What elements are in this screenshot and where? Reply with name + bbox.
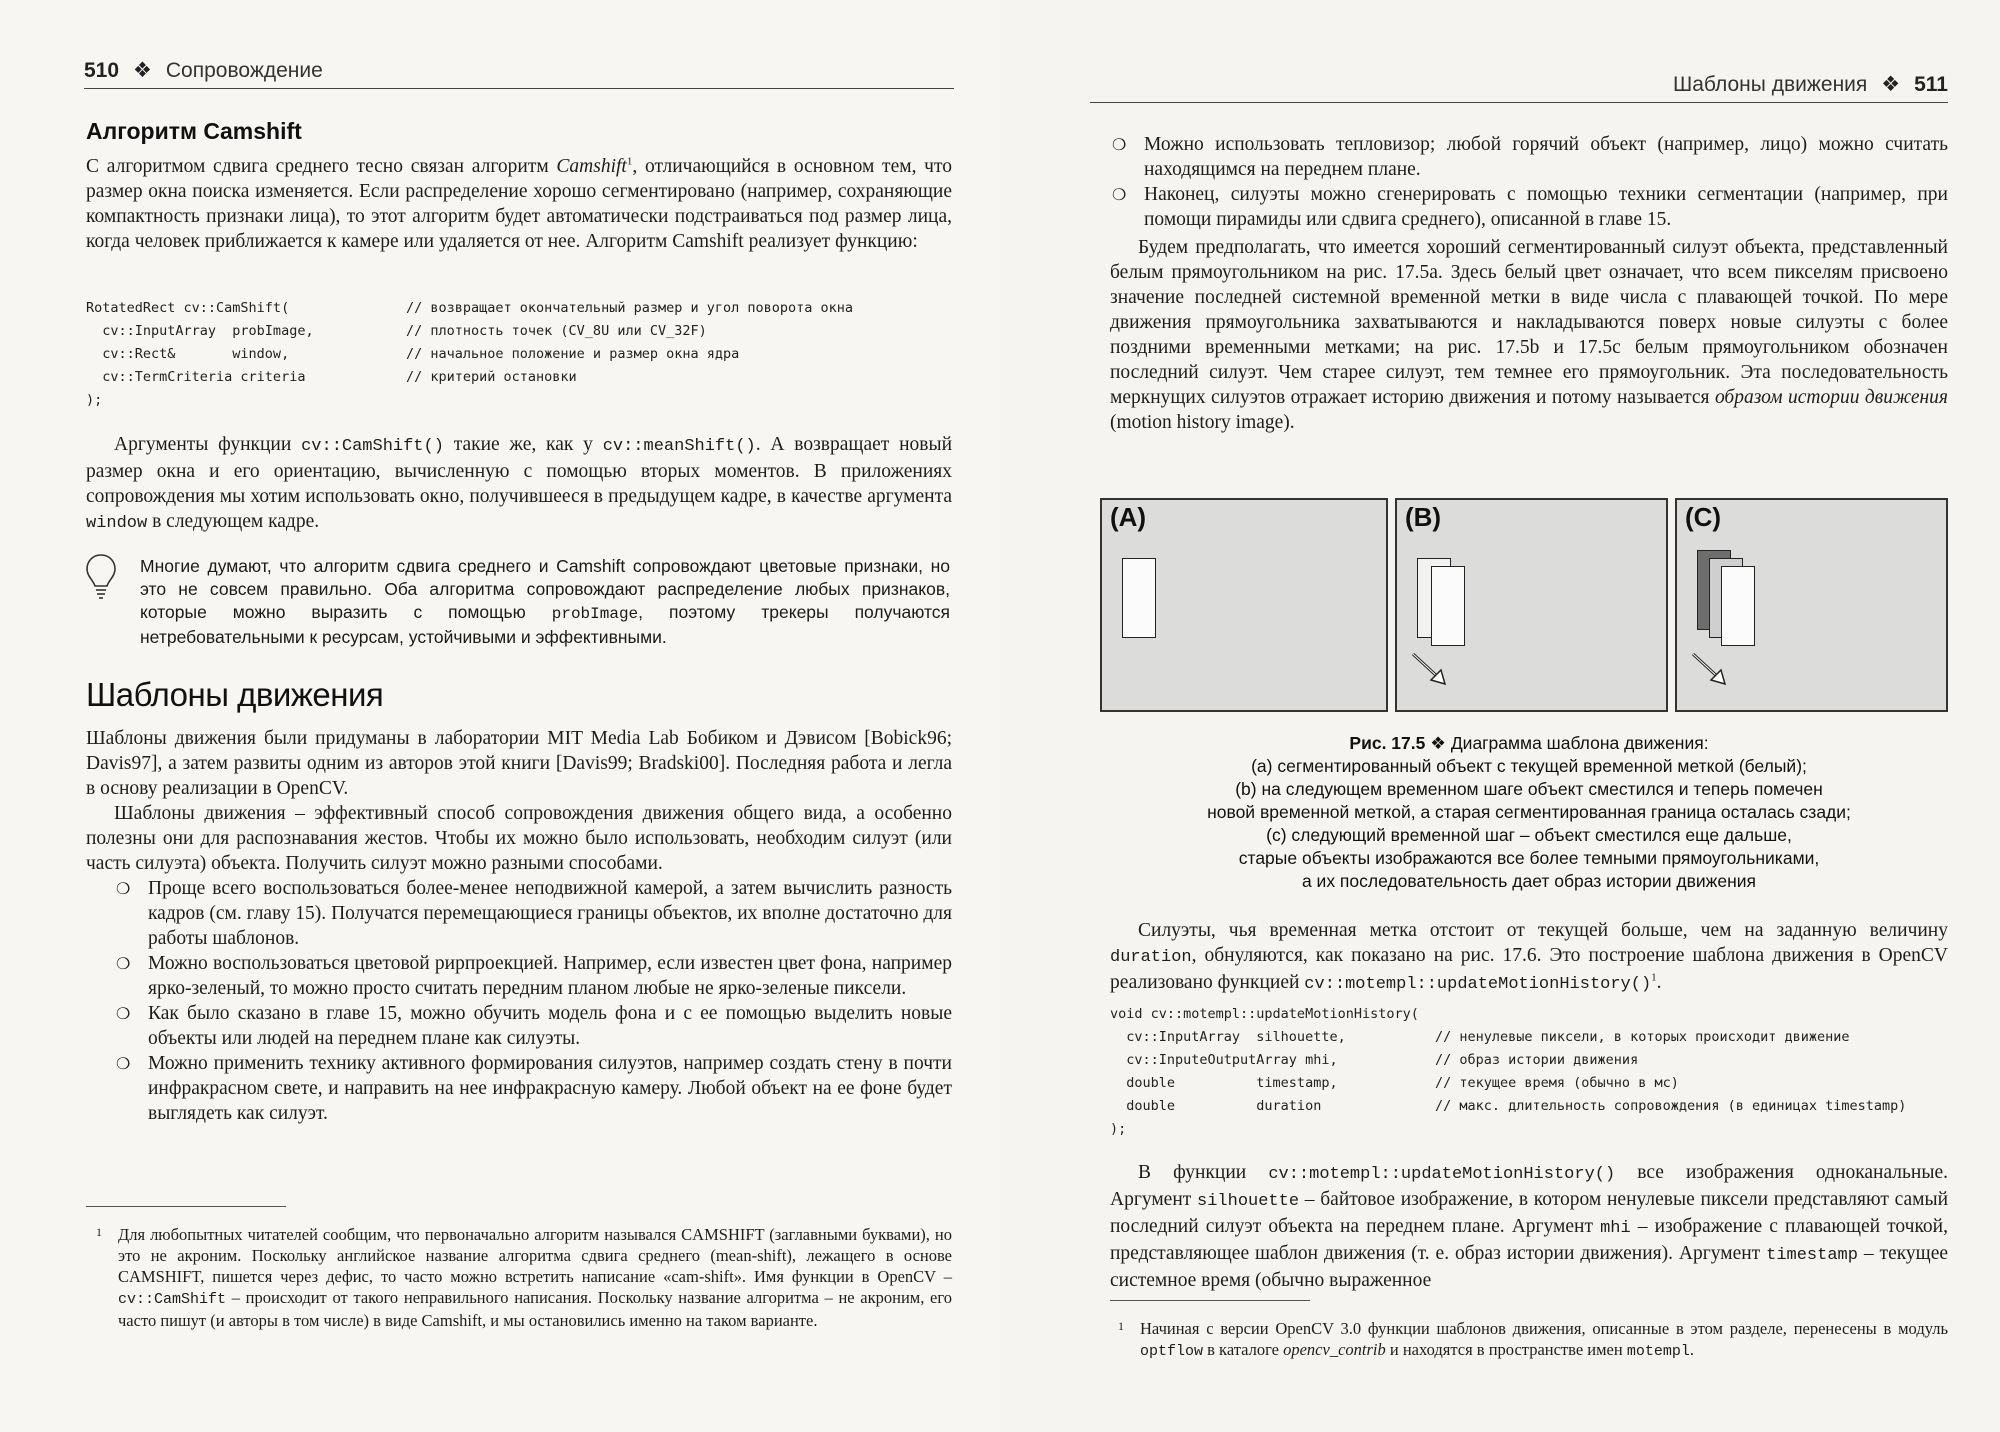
code-comment: // возвращает окончательный размер и угол поворота окна: [406, 300, 854, 316]
code-comment: // начальное положение и размер окна ядра: [406, 346, 740, 362]
italic-term: opencv_contrib: [1283, 1340, 1386, 1359]
list-item-text: Можно применить технику активного формирования силуэтов, например создать стену в почти инфракрасном свете, и направить на нее инфракрасную камеру. Любой объект на ее фоне будет выглядеть как силуэт.: [148, 1053, 952, 1124]
left-footnote: [96, 1224, 952, 1331]
update-motion-history-code: [1110, 1003, 1948, 1143]
list-item-text: Проще всего воспользоваться более-менее неподвижной камерой, а затем вычислить разность кадров (см. главу 15). Получатся перемещающиеся границы объектов, их вполне достаточно для работы шаблонов.: [148, 878, 952, 949]
text-run: (motion history image).: [1110, 412, 1295, 433]
text-run: . А возвращает новый размер окна и его ориентацию, вычисленную с помощью вторых моментов. В приложениях сопровождения мы хотим использовать окно, получившееся в предыдущем кадре, в качестве аргумента: [86, 434, 952, 507]
camshift-intro-paragraph: [86, 154, 952, 254]
code-line: double duration: [1110, 1098, 1322, 1114]
code-term: cv::CamShift: [118, 1291, 227, 1308]
code-term: silhouette: [1197, 1192, 1300, 1211]
silhouette-methods-list: [114, 876, 952, 1126]
footnote-mark: 1: [96, 1225, 102, 1239]
italic-term: образом истории движения: [1714, 387, 1948, 408]
right-top-bullets: [1110, 132, 1948, 232]
text-run: Силуэты, чья временная метка отстоит от текущей больше, чем на заданную величину: [1138, 920, 1948, 941]
code-line: cv::InputArray probImage,: [86, 323, 314, 339]
text-run: – байтовое изображение, в котором ненулевые пиксели представляют самый последний силуэт объекта на переднем плане. Аргумент: [1110, 1189, 1949, 1237]
code-comment: // ненулевые пиксели, в которых происходит движение: [1435, 1029, 1850, 1045]
bullet-circle-icon: ❍: [116, 1004, 131, 1023]
current-silhouette-rect: [1122, 558, 1156, 638]
motion-arrow-icon: [1689, 650, 1729, 686]
figure-panel-a: [1100, 498, 1388, 712]
header-separator-icon: ❖: [1881, 73, 1901, 96]
code-line: RotatedRect cv::CamShift(: [86, 300, 290, 316]
panel-label: (A): [1110, 502, 1147, 532]
left-running-header: [84, 58, 323, 83]
motion-templates-heading: Шаблоны движения: [86, 676, 384, 713]
right-page: [1000, 0, 2000, 1432]
footnote-ref: 1: [626, 155, 633, 168]
camshift-heading: Алгоритм Camshift: [86, 118, 302, 144]
list-item: [114, 1051, 952, 1126]
templates-paragraph-2: Шаблоны движения – эффективный способ сопровождения движения общего вида, а особенно полезны они для распознавания жестов. Чтобы их можно было использовать, необходим силуэт (или часть силуэта) объекта. Получить силуэт можно разными способами.: [86, 803, 952, 874]
left-header-title: Сопровождение: [165, 59, 323, 82]
right-running-header: [1673, 72, 1948, 97]
header-separator-icon: ❖: [133, 59, 152, 82]
figure-panel-b: [1395, 498, 1668, 712]
bullet-circle-icon: ❍: [1112, 185, 1127, 204]
italic-term: Camshift: [556, 156, 627, 177]
caption-line: а их последовательность дает образ истории движения: [1301, 871, 1757, 891]
text-run: .: [1656, 972, 1662, 993]
code-term: mhi: [1600, 1219, 1631, 1238]
code-term: window: [86, 514, 148, 533]
caption-line: (b) на следующем временном шаге объект сместился и теперь помечен: [1235, 779, 1823, 799]
list-item-text: Наконец, силуэты можно сгенерировать с помощью техники сегментации (например, при помощи пирамиды или сдвига среднего), описанной в главе 15.: [1144, 184, 1948, 230]
text-run: – происходит от такого неправильного написания. Поскольку название алгоритма – не акроним, его часто пишут (и авторы в том числе) в виде Camshift, и мы остановились именно на таком варианте.: [118, 1288, 952, 1330]
caption-line: новой временной меткой, а старая сегментированная граница осталась сзади;: [1207, 802, 1851, 822]
code-line: cv::InputArray silhouette,: [1110, 1029, 1346, 1045]
footnote-mark: 1: [1118, 1319, 1124, 1333]
list-item: [114, 876, 952, 951]
text-run: , отличающийся в основном тем, что размер окна поиска изменяется. Если распределение хорошо сегментировано (например, сохраняющие компактность признаки лица), то этот алгоритм будет автоматически подстраиваться под размер лица, когда человек приближается к камере или удаляется от нее. Алгоритм Camshift реализует функцию:: [86, 156, 952, 252]
footnote-rule: [1110, 1300, 1310, 1301]
caption-separator-icon: ❖: [1430, 733, 1446, 753]
left-page-number: 510: [84, 59, 120, 82]
code-term: timestamp: [1766, 1246, 1858, 1265]
text-run: .: [1689, 1340, 1694, 1359]
text-run: Для любопытных читателей сообщим, что первоначально алгоритм назывался CAMSHIFT (заглавными буквами), но это не акроним. Поскольку английское название алгоритма сдвига среднего (mean-shift), лежащего в основе CAMSHIFT, пишется через дефис, то часто можно встретить написание «cam-shift». Имя функции в OpenCV –: [118, 1225, 952, 1286]
text-run: Аргументы функции: [114, 434, 302, 455]
code-comment: // текущее время (обычно в мс): [1435, 1075, 1679, 1091]
list-item: [114, 1001, 952, 1051]
panel-label: (B): [1405, 502, 1442, 532]
templates-paragraph-1: Шаблоны движения были придуманы в лаборатории MIT Media Lab Бобиком и Дэвисом [Bobick96; Davis97], а затем развиты одним из авторов этой книги [Davis99; Bradski00]. Последняя работа и легла в основу реализации в OpenCV.: [86, 728, 952, 799]
list-item-text: Как было сказано в главе 15, можно обучить модель фона и с ее помощью выделить новые объекты или людей на переднем плане как силуэты.: [148, 1003, 952, 1049]
caption-line: (c) следующий временной шаг – объект сместился еще дальше,: [1266, 825, 1792, 845]
figure-panel-c: [1675, 498, 1948, 712]
code-term: cv::CamShift(): [301, 437, 444, 456]
text-run: , обнуляются, как показано на рис. 17.6. Это построение шаблона движения в OpenCV реализовано функцией: [1110, 945, 1948, 993]
code-line: );: [86, 392, 103, 408]
text-run: в каталоге: [1203, 1340, 1284, 1359]
code-comment: // критерий остановки: [406, 369, 577, 385]
code-comment: // плотность точек (CV_8U или CV_32F): [406, 323, 707, 339]
code-line: );: [1110, 1121, 1127, 1137]
caption-line: старые объекты изображаются все более темными прямоугольниками,: [1238, 848, 1820, 868]
left-header-rule: [84, 88, 954, 89]
code-line: cv::TermCriteria criteria: [86, 369, 306, 385]
current-silhouette-rect: [1431, 566, 1465, 646]
camshift-args-paragraph: [86, 432, 952, 536]
panel-label: (C): [1685, 502, 1722, 532]
text-run: в следующем кадре.: [147, 511, 320, 532]
bullet-circle-icon: ❍: [116, 879, 131, 898]
code-line: cv::InputeOutputArray mhi,: [1110, 1052, 1338, 1068]
code-comment: // образ истории движения: [1435, 1052, 1639, 1068]
figure-caption: [1110, 732, 1948, 893]
code-line: void cv::motempl::updateMotionHistory(: [1110, 1006, 1419, 1022]
code-term: optflow: [1140, 1343, 1204, 1360]
silhouette-history-paragraph: [1110, 235, 1948, 435]
code-line: cv::Rect& window,: [86, 346, 290, 362]
arguments-paragraph: [1110, 1160, 1948, 1293]
lightbulb-icon: [84, 552, 118, 604]
right-header-rule: [1090, 102, 1948, 103]
text-run: С алгоритмом сдвига среднего тесно связан алгоритм: [86, 156, 557, 177]
bullet-circle-icon: ❍: [116, 1054, 131, 1073]
bullet-circle-icon: ❍: [116, 954, 131, 973]
right-header-title: Шаблоны движения: [1673, 73, 1868, 96]
list-item-text: Можно воспользоваться цветовой рирпроекцией. Например, если известен цвет фона, например ярко-зеленый, то можно просто считать передним планом любые не ярко-зеленые пиксели.: [148, 953, 952, 999]
text-run: Многие думают, что алгоритм сдвига среднего и Camshift сопровождают цветовые признаки, но это не совсем правильно. Оба алгоритма сопровождают распределение любых признаков, которые можно выразить с помощью: [140, 556, 950, 622]
right-footnote: [1118, 1318, 1948, 1362]
tip-note: [140, 555, 950, 649]
code-term: duration: [1110, 948, 1192, 967]
code-line: double timestamp,: [1110, 1075, 1338, 1091]
text-run: – изображение с плавающей точкой, представляющее шаблон движения (т. е. образ истории движения). Аргумент: [1110, 1216, 1948, 1264]
caption-label: Рис. 17.5: [1349, 733, 1426, 753]
duration-paragraph: [1110, 918, 1948, 997]
caption-title-line: [1110, 732, 1948, 755]
list-item: [1110, 182, 1948, 232]
text-run: , поэтому трекеры получаются нетребовательными к ресурсам, устойчивыми и эффективными.: [140, 602, 950, 647]
list-item-text: Можно использовать тепловизор; любой горячий объект (например, лицо) можно считать находящимся на переднем плане.: [1144, 134, 1948, 180]
text-run: и находятся в пространстве имен: [1385, 1340, 1627, 1359]
text-run: Будем предполагать, что имеется хороший сегментированный силуэт объекта, представленный белым прямоугольником на рис. 17.5a. Здесь белый цвет означает, что всем пикселям присвоено значение последней системной временной метки в виде числа с плавающей точкой. По мере движения прямоугольника захватываются и накладываются поверх новые силуэты с более поздними временными метками; на рис. 17.5b и 17.5c белым прямоугольником обозначен последний силуэт. Чем старее силуэт, тем темнее его прямоугольник. Эта последовательность меркнущих силуэтов отражает историю движения и потому называется: [1110, 237, 1948, 408]
text-run: Начиная с версии OpenCV 3.0 функции шаблонов движения, описанные в этом разделе, перенесены в модуль: [1140, 1319, 1948, 1338]
code-term: cv::motempl::updateMotionHistory(): [1268, 1165, 1616, 1184]
code-term: probImage: [551, 605, 639, 623]
code-comment: // макс. длительность сопровождения (в единицах timestamp): [1435, 1098, 1907, 1114]
caption-line: (a) сегментированный объект с текущей временной меткой (белый);: [1251, 756, 1807, 776]
right-page-number: 511: [1914, 73, 1948, 96]
code-term: cv::meanShift(): [602, 437, 756, 456]
text-run: В функции: [1138, 1162, 1269, 1183]
list-item: [1110, 132, 1948, 182]
text-run: – текущее системное время (обычно выраженное: [1110, 1243, 1949, 1291]
text-run: такие же, как у: [443, 434, 603, 455]
motion-arrow-icon: [1409, 650, 1449, 686]
camshift-code-block: [86, 297, 952, 417]
text-run: все изображения одноканальные. Аргумент: [1110, 1162, 1948, 1210]
code-term: cv::motempl::updateMotionHistory(): [1304, 975, 1652, 994]
code-term: motempl: [1626, 1343, 1690, 1360]
caption-title: Диаграмма шаблона движения:: [1450, 733, 1709, 753]
footnote-ref: 1: [1651, 971, 1657, 984]
silhouette-methods-list-continued: [1110, 132, 1948, 232]
bullet-circle-icon: ❍: [1112, 135, 1127, 154]
footnote-rule: [86, 1206, 286, 1207]
current-silhouette-rect: [1721, 566, 1755, 646]
motion-templates-body: [86, 726, 952, 1126]
list-item: [114, 951, 952, 1001]
